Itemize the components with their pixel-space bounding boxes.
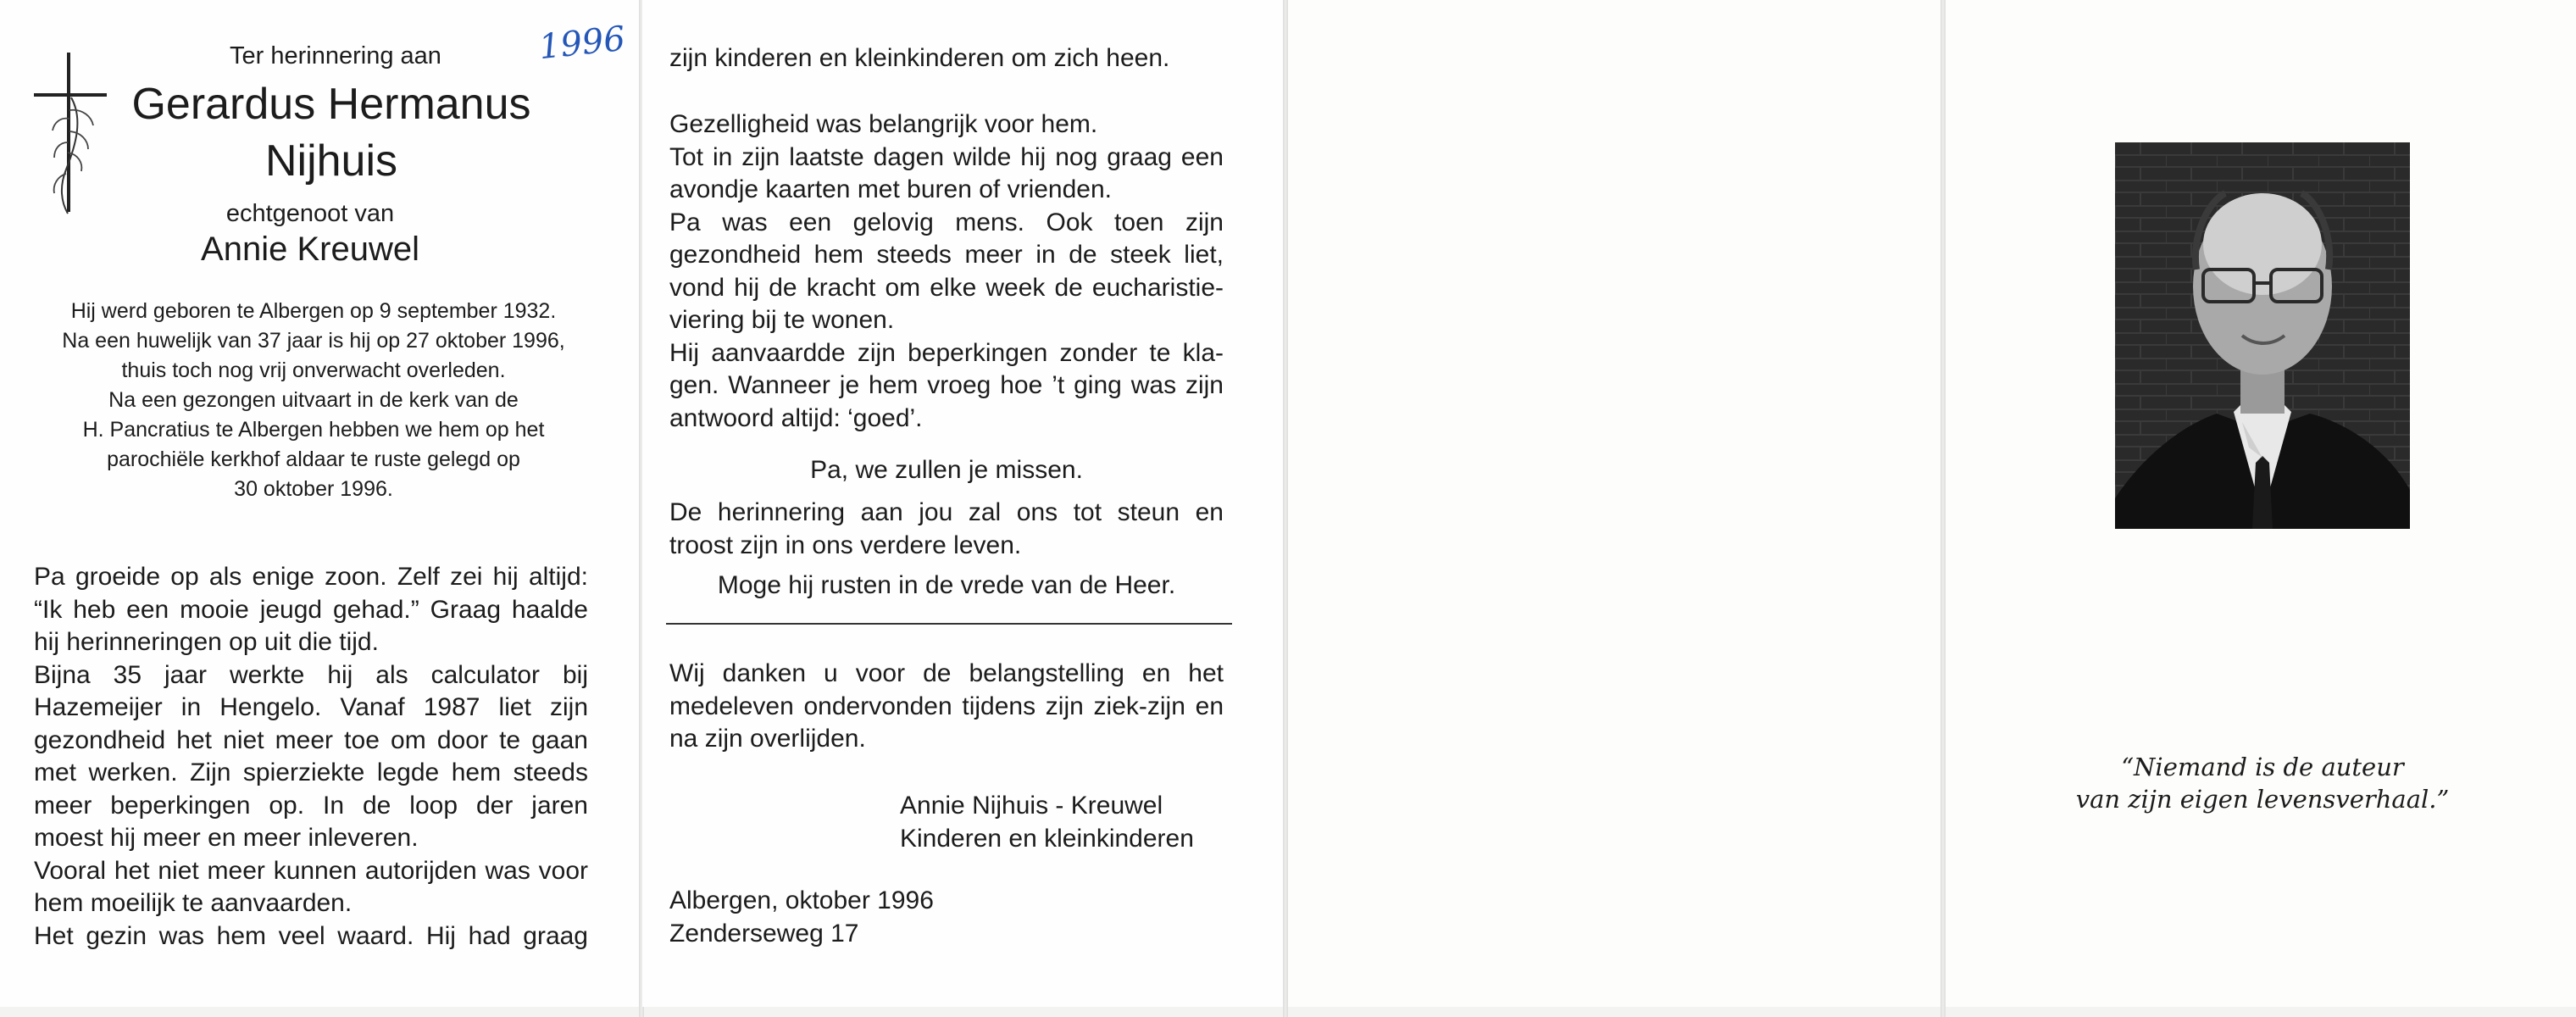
bio-line: Vooral het niet meer kunnen autorijden was voor (34, 856, 588, 885)
bio-line: gezondheid hem steeds meer in de steek liet, (669, 241, 1224, 269)
bio-line: “Ik heb een mooie jeugd gehad.” Graag haalde (34, 595, 588, 624)
bio-line: gen. Wanneer je hem vroeg hoe ’t ging was zijn (669, 371, 1224, 399)
divider (666, 623, 1232, 625)
card-panel-blank (1288, 0, 1940, 1007)
prayer-text: Moge hij rusten in de vrede van de Heer. (717, 571, 1176, 599)
thanks-text (669, 658, 1224, 756)
signature (900, 790, 1194, 855)
bio-line: vond hij de kracht om elke week de eucharistie- (669, 273, 1224, 302)
handwritten-year: 1996 (536, 19, 627, 68)
biography-left (34, 561, 588, 953)
announcement (34, 297, 593, 504)
thanks-line: medeleven ondervonden tijdens zijn ziek-zijn en (669, 692, 1224, 720)
bio-line: gezondheid het niet meer toe om door te gaan (34, 725, 588, 754)
bio-line: moest hij meer en meer inleveren. (34, 824, 419, 852)
intro-text: Ter herinnering aan (230, 42, 441, 69)
announcement-line: parochiële kerkhof aldaar te ruste gelegd op (107, 447, 520, 471)
deceased-name: Gerardus Hermanus (131, 80, 531, 129)
memory-text (669, 497, 1224, 562)
cross-icon (32, 51, 108, 216)
quote-line: van zijn eigen levensverhaal.” (2075, 785, 2450, 814)
signature-line: Annie Nijhuis - Kreuwel (900, 792, 1163, 820)
bio-line: hij herinneringen op uit die tijd. (34, 628, 379, 656)
announcement-line: Na een huwelijk van 37 jaar is hij op 27 oktober 1996, (62, 329, 565, 353)
spouse-label: echtgenoot van (225, 200, 395, 227)
address: Zenderseweg 17 (669, 919, 859, 948)
bio-line: hem moeilijk te aanvaarden. (34, 889, 353, 917)
bio-line: Tot in zijn laatste dagen wilde hij nog graag een (669, 142, 1224, 171)
bio-line: met werken. Zijn spierziekte legde hem steeds (34, 759, 588, 786)
announcement-line: thuis toch nog vrij onverwacht overleden. (121, 358, 506, 382)
announcement-line: Hij werd geboren te Albergen op 9 september 1932. (70, 299, 557, 323)
signature-line: Kinderen en kleinkinderen (900, 824, 1194, 853)
bio-line: Pa was een gelovig mens. Ook toen zijn (669, 208, 1224, 236)
bio-line: viering bij te wonen. (669, 306, 895, 334)
bio-line: Bijna 35 jaar werkte hij als calculator bij (34, 660, 588, 689)
farewell-text: Pa, we zullen je missen. (810, 456, 1083, 484)
announcement-line: 30 oktober 1996. (234, 477, 393, 501)
biography-right (669, 108, 1224, 435)
quote (2034, 751, 2491, 815)
portrait-image (2115, 142, 2410, 529)
bio-line: antwoord altijd: ‘goed’. (669, 403, 923, 432)
quote-line: “Niemand is de auteur (2121, 753, 2404, 781)
thanks-line: Wij danken u voor de belangstelling en het (669, 659, 1224, 687)
bio-line: avondje kaarten met buren of vrienden. (669, 175, 1112, 203)
deceased-surname: Nijhuis (264, 136, 398, 186)
bio-line: Het gezin was hem veel waard. Hij had graag (34, 921, 588, 950)
bio-line: Hij aanvaardde zijn beperkingen zonder te kla- (669, 338, 1224, 367)
bio-line: Gezelligheid was belangrijk voor hem. (669, 110, 1098, 138)
memory-line: troost zijn in ons verdere leven. (669, 531, 1022, 559)
spouse-name: Annie Kreuwel (201, 231, 419, 268)
announcement-line: H. Pancratius te Albergen hebben we hem op het (82, 418, 545, 442)
bio-continuation: zijn kinderen en kleinkinderen om zich heen. (669, 44, 1170, 72)
announcement-line: Na een gezongen uitvaart in de kerk van de (108, 388, 519, 412)
bio-line: Hazemeijer in Hengelo. Vanaf 1987 liet zijn (34, 693, 588, 721)
portrait-photo (2115, 142, 2410, 529)
place-and-address (669, 885, 934, 950)
bio-line: Pa groeide op als enige zoon. Zelf zei hij altijd: (34, 563, 588, 591)
place-date: Albergen, oktober 1996 (669, 886, 934, 914)
thanks-line: na zijn overlijden. (669, 725, 866, 753)
bio-line: meer beperkingen op. In de loop der jaren (34, 791, 588, 820)
memory-line: De herinnering aan jou zal ons tot steun en (669, 498, 1224, 526)
